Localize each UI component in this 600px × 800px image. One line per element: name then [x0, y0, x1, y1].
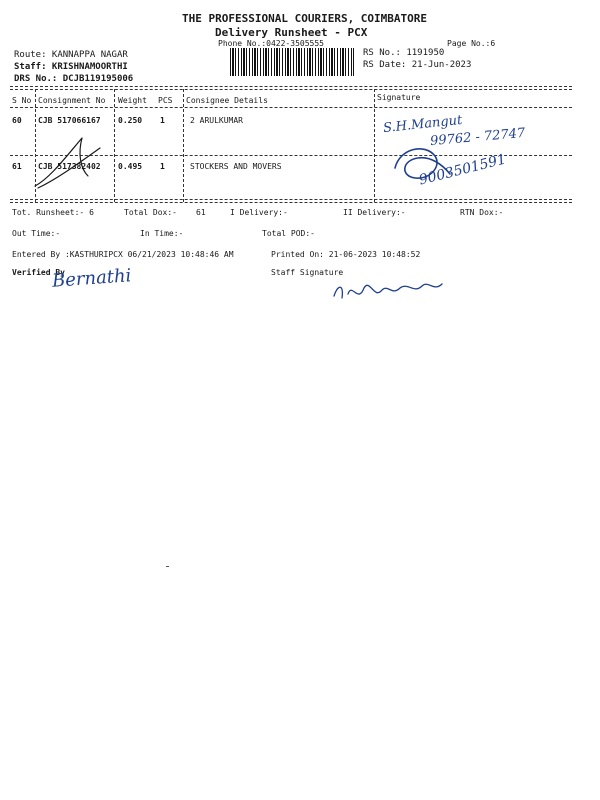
row-sno: 61 — [12, 162, 22, 171]
out-time: Out Time:- — [12, 229, 61, 238]
total-runsheet: Tot. Runsheet:- 6 — [12, 208, 94, 217]
delivery-tick-mark — [30, 118, 110, 198]
in-time: In Time:- — [140, 229, 184, 238]
row-weight: 0.250 — [118, 116, 143, 125]
staff: Staff: KRISHNAMOORTHI — [14, 62, 128, 72]
col-divider — [374, 89, 375, 202]
col-header-sno: S No — [12, 96, 32, 105]
handwritten-phone: 99762 - 72747 — [429, 125, 526, 150]
col-header-consignment: Consignment No — [38, 96, 106, 105]
table-bottom-rule-2 — [10, 202, 572, 203]
row-consignee: 2 ARULKUMAR — [190, 116, 243, 125]
row-pcs: 1 — [160, 116, 165, 125]
phone-number: Phone No.:0422-3505555 — [218, 39, 324, 48]
row-weight: 0.495 — [118, 162, 143, 171]
page-number: Page No.:6 — [447, 39, 496, 48]
rs-date: RS Date: 21-Jun-2023 — [363, 60, 472, 70]
company-name: THE PROFESSIONAL COURIERS, COIMBATORE — [182, 12, 428, 25]
printed-on: Printed On: 21-06-2023 10:48:52 — [271, 250, 421, 259]
i-delivery: I Delivery:- — [230, 208, 288, 217]
verified-by-label: Verified By — [12, 268, 65, 277]
table-bottom-rule — [10, 199, 572, 200]
total-pod: Total POD:- — [262, 229, 315, 238]
drs-number: DRS No.: DCJB119195006 — [14, 74, 134, 84]
handwritten-mobile-number: 9003501591 — [417, 151, 508, 189]
col-header-weight: Weight — [118, 96, 147, 105]
table-top-rule — [10, 86, 572, 87]
row-consignment: CJB 517382402 — [38, 162, 101, 171]
table-top-rule-2 — [10, 89, 572, 90]
row-pcs: 1 — [160, 162, 165, 171]
document-title: Delivery Runsheet - PCX — [215, 26, 368, 39]
col-divider — [183, 89, 184, 202]
entered-by: Entered By :KASTHURIPCX 06/21/2023 10:48:46 AM — [12, 250, 234, 259]
row-consignment: CJB 517066167 — [38, 116, 101, 125]
ii-delivery: II Delivery:- — [343, 208, 406, 217]
handwritten-recipient-name: S.H.Mangut — [382, 112, 463, 137]
col-header-consignee: Consignee Details — [186, 96, 268, 105]
verified-by-signature: Bernathi — [51, 265, 133, 292]
col-header-pcs: PCS — [158, 96, 173, 105]
row-sno: 60 — [12, 116, 22, 125]
route: Route: KANNAPPA NAGAR — [14, 50, 128, 60]
row-consignee: STOCKERS AND MOVERS — [190, 162, 282, 171]
staff-signature-label: Staff Signature — [271, 268, 344, 277]
stray-mark — [166, 566, 169, 567]
staff-signature-scribble — [330, 274, 460, 310]
total-dox-value: 61 — [196, 208, 206, 217]
col-divider — [114, 89, 115, 202]
barcode — [230, 48, 354, 76]
rtn-dox: RTN Dox:- — [460, 208, 504, 217]
rs-number: RS No.: 1191950 — [363, 48, 445, 58]
col-header-signature: Signature — [377, 93, 421, 102]
header-rule — [10, 107, 572, 108]
total-dox-label: Total Dox:- — [124, 208, 177, 217]
